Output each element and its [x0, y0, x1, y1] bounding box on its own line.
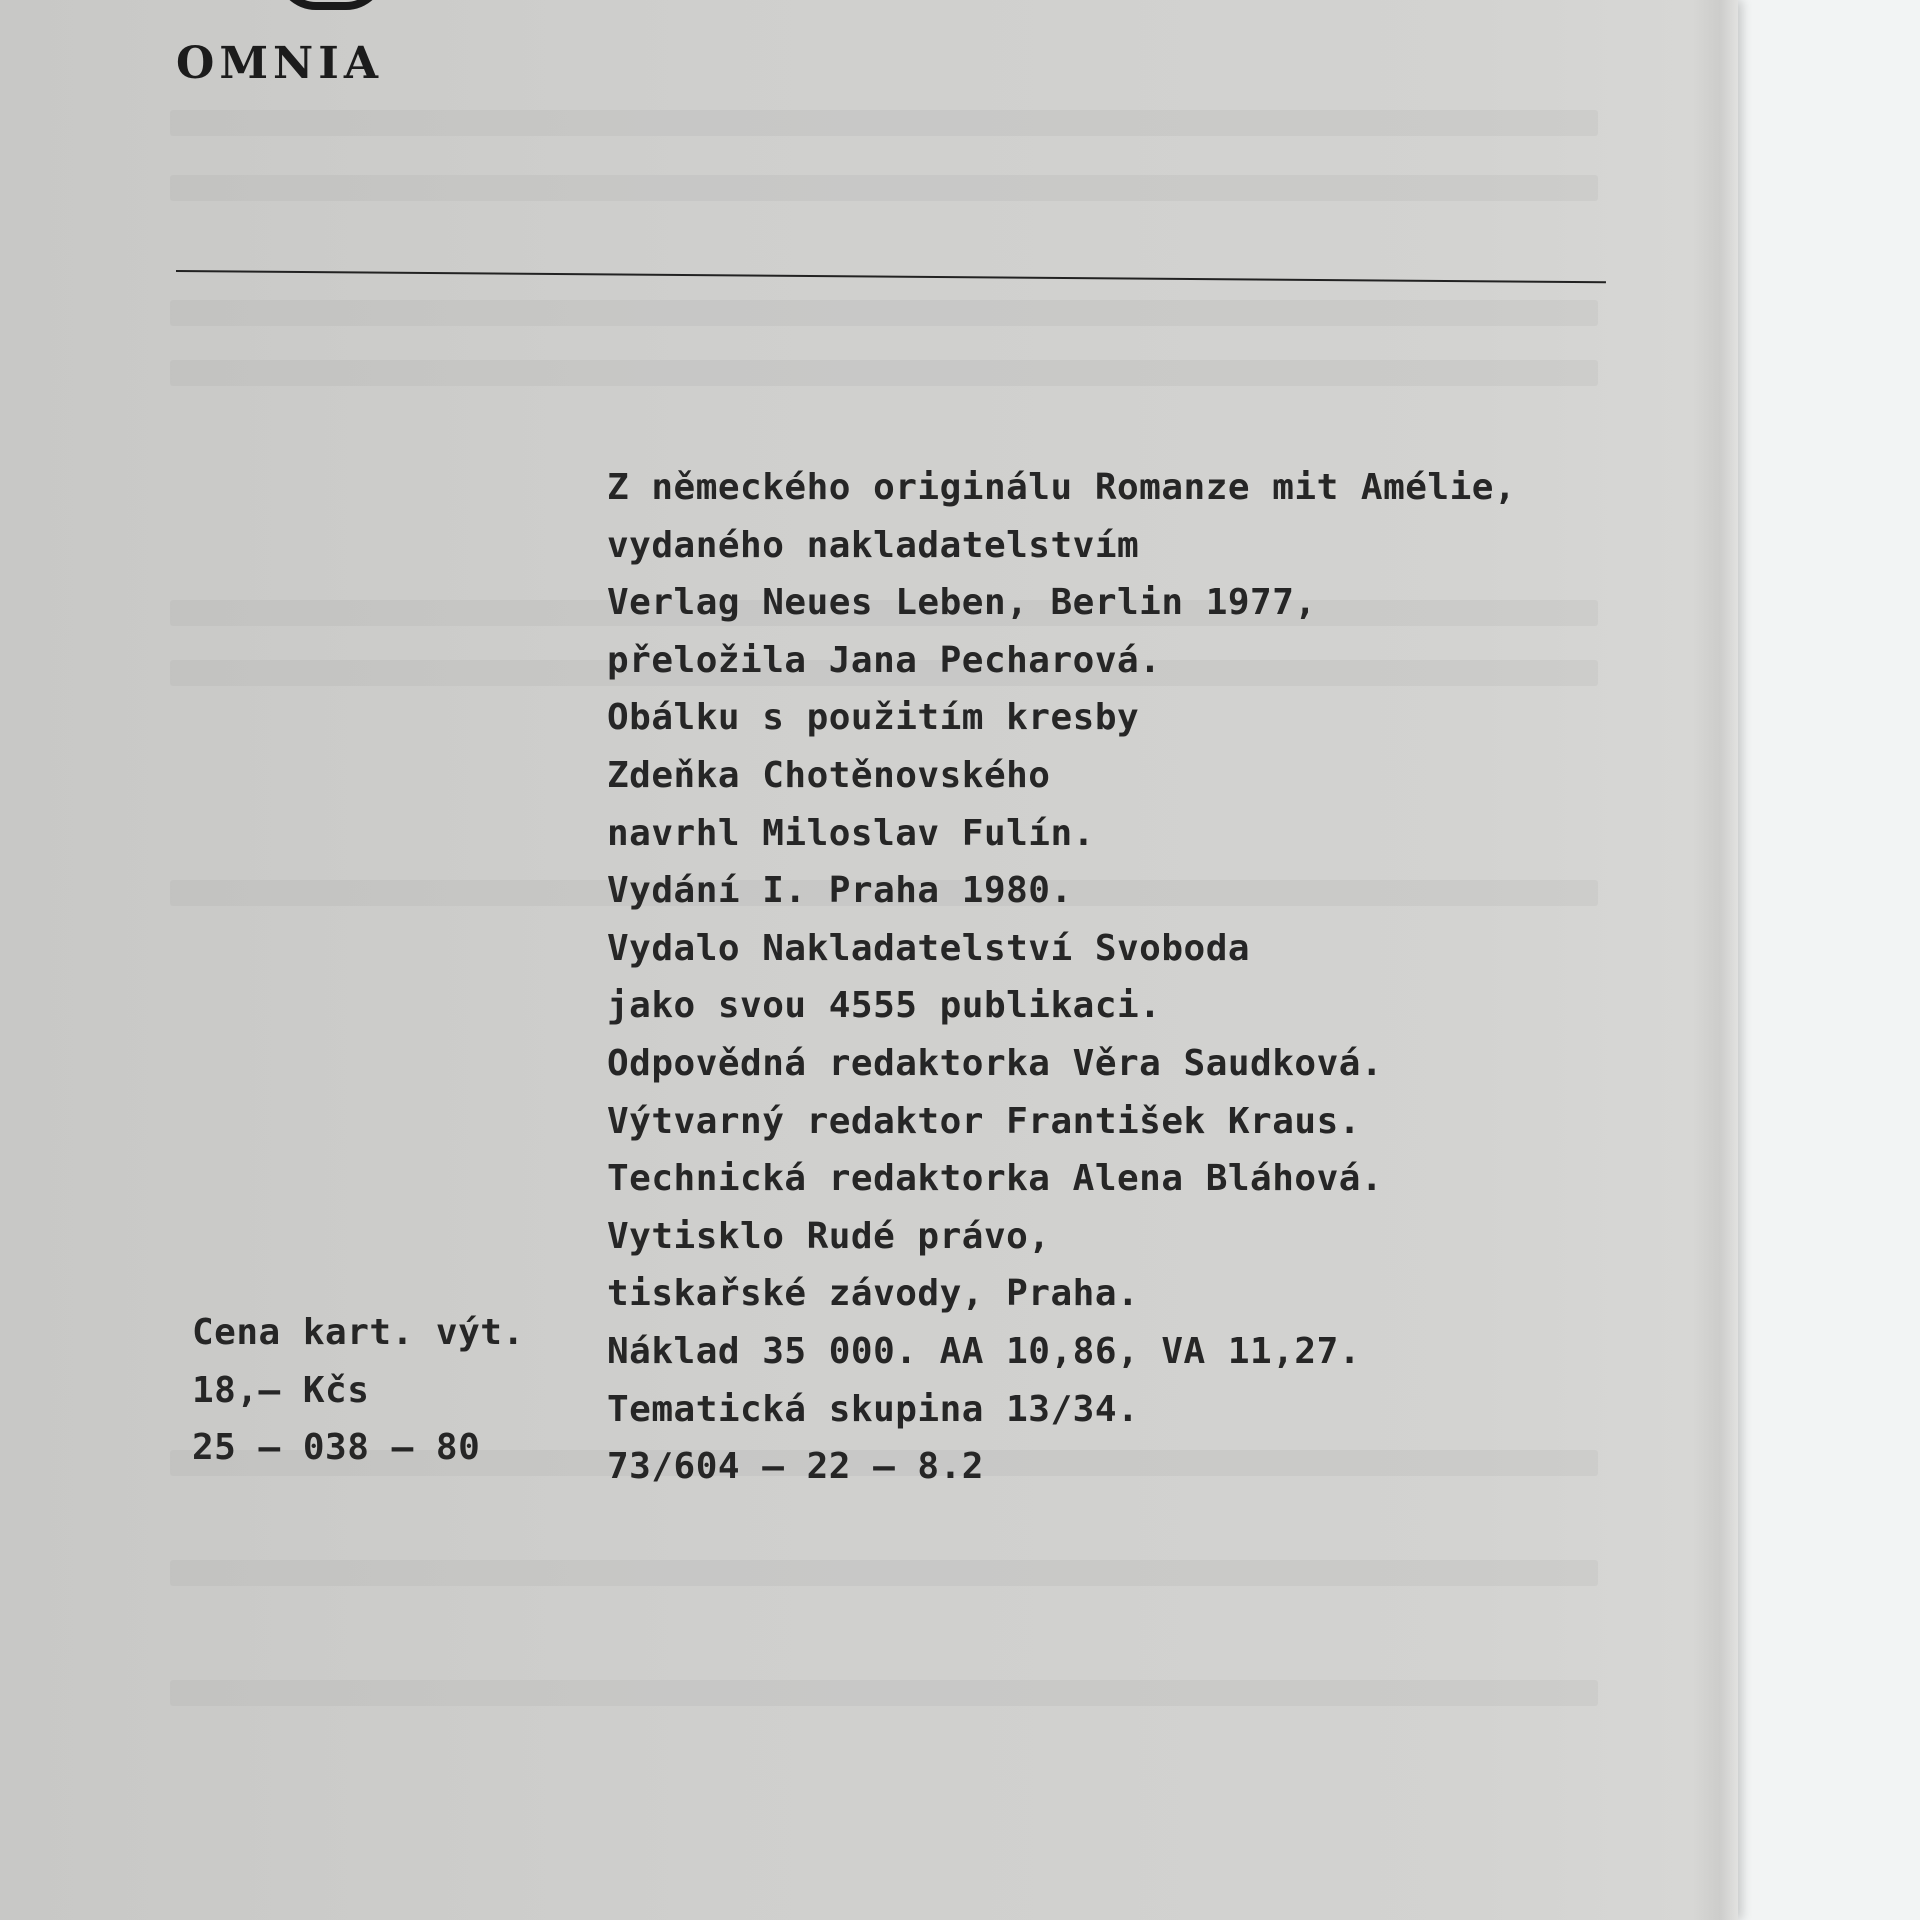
- imprint-line: Výtvarný redaktor František Kraus.: [607, 1100, 1361, 1142]
- price-code: 25 — 038 — 80: [192, 1427, 481, 1469]
- imprint-line: Zdeňka Chotěnovského: [607, 754, 1051, 796]
- bleed-through-text: [170, 360, 1598, 386]
- imprint-line: Verlag Neues Leben, Berlin 1977,: [607, 582, 1317, 624]
- price-amount: 18,— Kčs: [192, 1369, 370, 1411]
- bleed-through-text: [170, 175, 1598, 201]
- imprint-line: navrhl Miloslav Fulín.: [607, 812, 1095, 854]
- imprint-line: přeložila Jana Pecharová.: [607, 639, 1162, 681]
- divider-rule: [176, 270, 1606, 283]
- imprint-line: 73/604 — 22 — 8.2: [607, 1446, 984, 1488]
- price-block: [192, 1304, 525, 1477]
- imprint-line: Náklad 35 000. AA 10,86, VA 11,27.: [607, 1330, 1361, 1372]
- imprint-block: [607, 459, 1516, 1496]
- bleed-through-text: [170, 300, 1598, 326]
- imprint-line: Obálku s použitím kresby: [607, 697, 1140, 739]
- imprint-line: vydaného nakladatelstvím: [607, 524, 1140, 566]
- bleed-through-text: [170, 1680, 1598, 1706]
- imprint-line: Vydalo Nakladatelství Svoboda: [607, 927, 1251, 969]
- imprint-line: tiskařské závody, Praha.: [607, 1273, 1140, 1315]
- imprint-line: Technická redaktorka Alena Bláhová.: [607, 1158, 1384, 1200]
- publisher-series-name: OMNIA: [176, 38, 383, 89]
- imprint-line: Vydání I. Praha 1980.: [607, 870, 1073, 912]
- price-label: Cena kart. výt.: [192, 1312, 525, 1353]
- bleed-through-text: [170, 1560, 1598, 1586]
- imprint-line: Odpovědná redaktorka Věra Saudková.: [607, 1042, 1384, 1084]
- imprint-line: Tematická skupina 13/34.: [607, 1388, 1140, 1430]
- imprint-line: jako svou 4555 publikaci.: [607, 985, 1162, 1027]
- bleed-through-text: [170, 110, 1598, 136]
- publisher-logo-icon: [276, 0, 386, 10]
- imprint-line: Vytisklo Rudé právo,: [607, 1215, 1051, 1257]
- page-edge: [1692, 0, 1738, 1920]
- imprint-line: Z německého originálu Romanze mit Amélie,: [607, 467, 1517, 508]
